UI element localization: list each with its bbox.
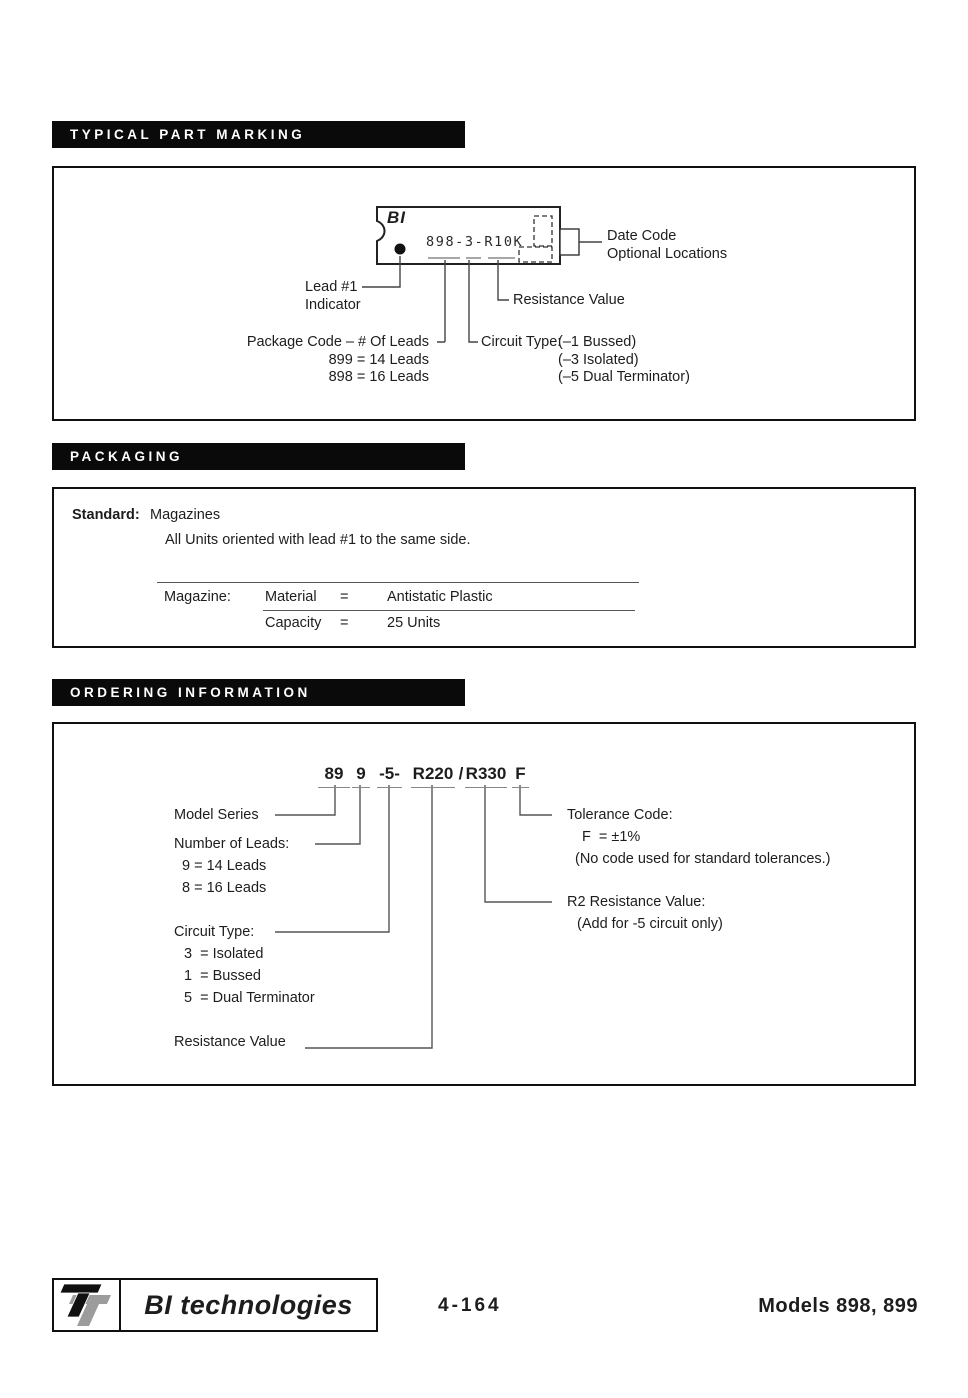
ordering-panel: [52, 722, 916, 1086]
page-number: 4-164: [438, 1295, 502, 1316]
tt-logo: [54, 1280, 121, 1330]
section-title: PACKAGING: [70, 449, 184, 464]
tt-logo-mark: [59, 1283, 115, 1327]
standard-label: Standard:: [72, 507, 140, 523]
lead1-indicator-dot: [395, 244, 406, 255]
number-of-leads-title: Number of Leads:: [174, 836, 290, 852]
package-code-connector: [437, 260, 445, 342]
circuit-type-connector: [275, 785, 389, 932]
standard-value: Magazines: [150, 507, 221, 523]
circuit-type-item: 3 = Isolated: [184, 946, 264, 962]
r2-connector: [485, 785, 552, 902]
number-of-leads-item: 9 = 14 Leads: [182, 858, 267, 874]
circuit-type-label: Circuit Type:: [481, 334, 562, 350]
orientation-note: All Units oriented with lead #1 to the same side.: [165, 532, 471, 548]
section-header-ordering-information: [52, 679, 465, 706]
table-rule-top: [157, 582, 639, 583]
models-label: Models 898, 899: [758, 1295, 918, 1317]
chip-marking-text: 898-3-R10K: [426, 234, 524, 250]
resistance-value-label: Resistance Value: [174, 1034, 286, 1050]
chip-bi-logo: BI: [387, 208, 406, 227]
tolerance-item: (No code used for standard tolerances.): [575, 851, 831, 867]
lead1-connector: [362, 256, 400, 287]
lead1-label: Lead #1 Indicator: [305, 279, 361, 313]
circuit-type-connector: [469, 260, 478, 342]
date-code-label: Date Code Optional Locations: [607, 228, 728, 262]
part-marking-panel: [52, 166, 916, 421]
row-material-eq: =: [340, 589, 349, 605]
table-rule-middle: [263, 610, 635, 611]
brand-wordmark: BI technologies: [144, 1289, 353, 1320]
pn-segment-r2: R330: [465, 764, 507, 788]
pn-segment-model: 89: [318, 764, 350, 788]
section-title: TYPICAL PART MARKING: [70, 127, 306, 142]
row-material-value: Antistatic Plastic: [387, 589, 493, 605]
footer-logo-box: [52, 1278, 378, 1332]
pn-segment-leads: 9: [352, 764, 370, 788]
tolerance-item: F = ±1%: [582, 829, 641, 845]
section-header-typical-part-marking: [52, 121, 465, 148]
pn-segment-slash: /: [458, 764, 464, 783]
packaging-panel: [52, 487, 916, 648]
pn-segment-r1: R220: [411, 764, 455, 788]
row-capacity-value: 25 Units: [387, 615, 441, 631]
magazine-label: Magazine:: [164, 589, 231, 605]
tolerance-title: Tolerance Code:: [567, 807, 673, 823]
model-series-connector: [275, 785, 335, 815]
package-code-label: Package Code – # Of Leads 899 = 14 Leads 898 = 16 Leads: [246, 334, 429, 385]
circuit-type-item: 1 = Bussed: [184, 968, 261, 984]
date-code-location-dashed-1: [534, 216, 552, 246]
row-capacity-eq: =: [340, 615, 349, 631]
section-header-packaging: [52, 443, 465, 470]
part-marking-diagram: [54, 168, 914, 419]
date-code-location-dashed-2: [519, 247, 552, 262]
resistance-value-label: Resistance Value: [513, 292, 625, 308]
circuit-type-item: 5 = Dual Terminator: [184, 990, 315, 1006]
section-title: ORDERING INFORMATION: [70, 685, 311, 700]
model-series-label: Model Series: [174, 807, 259, 823]
circuit-type-options: (–1 Bussed) (–3 Isolated) (–5 Dual Terminator): [558, 334, 690, 385]
pn-segment-circuit: -5-: [377, 764, 402, 788]
row-material-property: Material: [265, 589, 317, 605]
r2-item: (Add for -5 circuit only): [577, 916, 723, 932]
number-of-leads-item: 8 = 16 Leads: [182, 880, 267, 896]
date-code-tab: [560, 229, 579, 255]
resistance-value-connector: [498, 260, 509, 300]
row-capacity-property: Capacity: [265, 615, 322, 631]
circuit-type-title: Circuit Type:: [174, 924, 255, 940]
pn-segment-tolerance: F: [512, 764, 529, 788]
r2-title: R2 Resistance Value:: [567, 894, 706, 910]
tolerance-connector: [520, 785, 552, 815]
resistance-value-connector: [305, 785, 432, 1048]
